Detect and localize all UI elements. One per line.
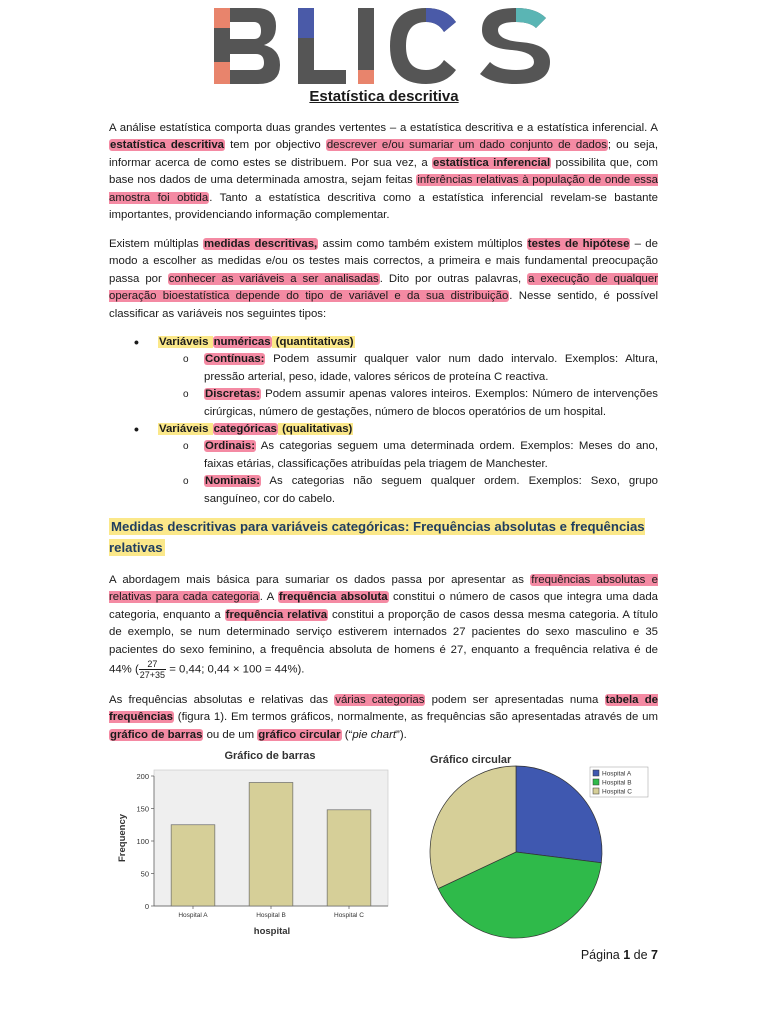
list-item-nominal: o Nominais: As categorias não seguem qualquer ordem. Exemplos: Sexo, grupo sanguíneo, cor do cabelo. — [109, 473, 658, 508]
page-title: Estatística descritiva — [309, 88, 459, 105]
y-tick-label: 100 — [136, 837, 149, 846]
y-tick-label: 0 — [144, 902, 149, 911]
section-heading: Medidas descritivas para variáveis categóricas: Frequências absolutas e frequências relativas — [109, 519, 645, 555]
legend-swatch — [593, 770, 599, 776]
variable-types-list — [109, 334, 658, 508]
x-tick-label: Hospital C — [334, 912, 364, 919]
x-tick-label: Hospital B — [256, 912, 286, 919]
legend-label: Hospital C — [602, 788, 632, 796]
bar-chart-ylabel: Frequency — [117, 813, 128, 863]
legend-swatch — [593, 788, 599, 794]
y-tick-label: 200 — [136, 772, 149, 781]
bar-hospital-a — [171, 825, 215, 906]
list-item-continuous: o Contínuas: Podem assumir qualquer valor num dado intervalo. Exemplos: Altura, pressão arterial, peso, idade, valores séricos de proteína C reactiva. — [109, 351, 658, 386]
highlight-descriptive-statistics: estatística descritiva — [110, 139, 225, 152]
blics-logo — [214, 8, 554, 84]
frequencies-paragraph: A abordagem mais básica para sumariar os dados passa por apresentar as frequências absolutas e relativas para cada categoria. A frequência absoluta constitui o número de casos que integra uma dada categoria, enquanto a frequência relativa constitui a proporção de casos dessa mesma categoria. A título de exemplo, se num determinado serviço estiverem internados 27 pacientes do sexo masculino e 35 pacientes do sexo feminino, a frequência absoluta de homens é 27, enquanto a frequência relativa é de 44% ( $\frac{27}{27+35}$ = 0,44; 0,44 × 100 = 44%). — [109, 574, 659, 681]
list-item-ordinal: o Ordinais: As categorias seguem uma determinada ordem. Exemplos: Meses do ano, faixas etárias, classificações atribuídas pela triagem de Manchester. — [109, 438, 658, 473]
list-item-discrete: o Discretas: Podem assumir apenas valores inteiros. Exemplos: Número de intervenções cirúrgicas, número de gestações, número de blocos operatórios de um hospital. — [109, 386, 658, 421]
pie-chart — [420, 750, 660, 940]
legend-label: Hospital A — [602, 770, 632, 778]
y-tick-label: 50 — [140, 869, 149, 879]
bar-chart-title: Gráfico de barras — [224, 750, 316, 762]
bar-chart-xlabel: hospital — [253, 926, 291, 937]
legend-swatch — [593, 779, 599, 785]
y-tick-label: 150 — [136, 804, 149, 814]
slice-hospital-a — [516, 766, 602, 863]
page-number: Página 1 de 7 — [580, 948, 658, 962]
list-item-categorical: • Variáveis categóricas (qualitativas) — [109, 421, 658, 438]
highlight-inferential-statistics: estatística inferencial — [433, 156, 551, 169]
intro-paragraph: A análise estatística comporta duas grandes vertentes – a estatística descritiva e a estatística inferencial. A estatística descritiva tem por objectivo descrever e/ou sumariar um dado conjunto de dados; ou seja, informar acerca de como estes se distribuem. Por sua vez, a estatística inferencial possibilita que, com base nos dados de uma determinada amostra, sejam feitas inferências relativas à população de onde essa amostra foi obtida. Tanto a estatística descritiva como a estatística inferencial revelam-se bastante importantes, providenciando informação complementar. — [109, 122, 659, 222]
measures-paragraph: Existem múltiplas medidas descritivas, assim como também existem múltiplos testes de hipótese – de modo a escolher as medidas e/ou os testes mais correctos, a primeira e mais fundamental preocupação passa por conhecer as variáveis a ser analisadas. Dito por outras palavras, a execução de qualquer operação bioestatística depende do tipo de variável e da sua distribuição. Nesse sentido, é possível classificar as variáveis nos seguintes tipos: — [109, 238, 658, 320]
legend-label: Hospital B — [602, 779, 632, 787]
fraction: $\frac{27}{27+35}$ — [139, 659, 166, 681]
list-item-numeric: • Variáveis numéricas (quantitativas) — [109, 334, 658, 351]
x-tick-label: Hospital A — [178, 912, 208, 919]
bar-hospital-b — [249, 783, 293, 907]
pie-chart-title: Gráfico circular — [430, 754, 512, 766]
bar-chart — [110, 748, 390, 944]
charts-paragraph: As frequências absolutas e relativas das várias categorias podem ser apresentadas numa tabela de frequências (figura 1). Em termos gráficos, normalmente, as frequências são apresentadas através de um gráfico de barras ou de um gráfico circular (“pie chart”). — [109, 694, 658, 741]
bar-hospital-c — [327, 810, 371, 906]
